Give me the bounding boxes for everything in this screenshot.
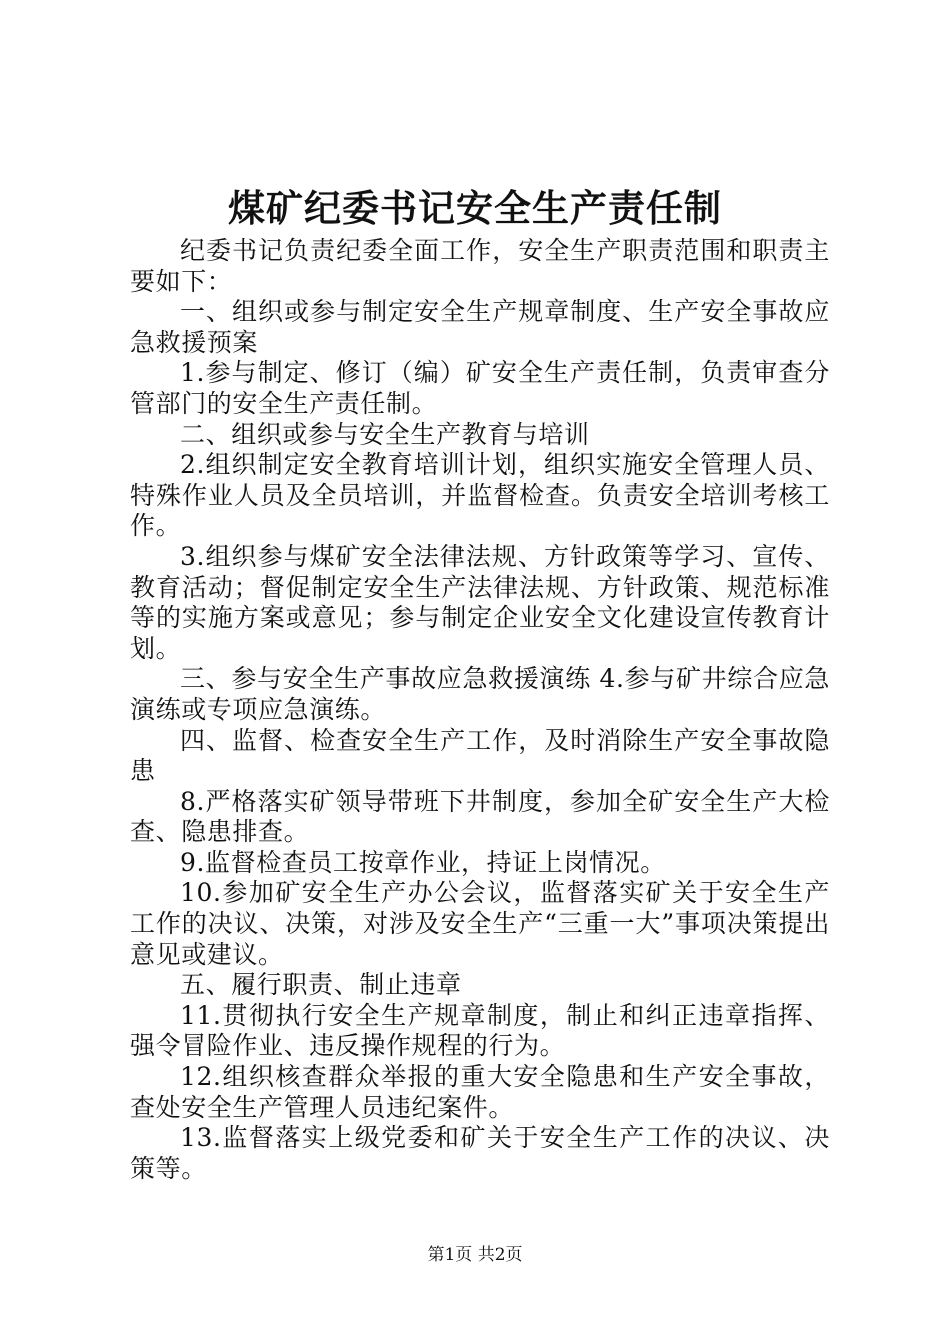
paragraph-item-3: 3.组织参与煤矿安全法律法规、方针政策等学习、宣传、教育活动；督促制定安全生产法律法规、方针政策、规范标准等的实施方案或意见；参与制定企业安全文化建设宣传教育计划。 bbox=[130, 541, 830, 663]
section-heading-5: 五、履行职责、制止违章 bbox=[180, 970, 462, 1000]
document-body bbox=[130, 236, 830, 1184]
paragraph-item-8: 8.严格落实矿领导带班下井制度，参加全矿安全生产大检查、隐患排查。 bbox=[130, 786, 830, 847]
paragraph-item-12: 12.组织核查群众举报的重大安全隐患和生产安全事故，查处安全生产管理人员违纪案件。 bbox=[130, 1062, 830, 1122]
page-footer: 第1页 共2页 bbox=[427, 1245, 523, 1265]
paragraph-item-10: 10.参加矿安全生产办公会议，监督落实矿关于安全生产工作的决议、决策，对涉及安全生产“三重一大”事项决策提出意见或建议。 bbox=[130, 878, 830, 969]
paragraph-item-9: 9.监督检查员工按章作业，持证上岗情况。 bbox=[180, 847, 666, 877]
section-heading-2: 二、组织或参与安全生产教育与培训 bbox=[180, 419, 590, 449]
paragraph-item-2: 2.组织制定安全教育培训计划，组织实施安全管理人员、特殊作业人员及全员培训，并监督检查。负责安全培训考核工作。 bbox=[130, 450, 830, 541]
document-title: 煤矿纪委书记安全生产责任制 bbox=[228, 186, 722, 230]
paragraph-item-1: 1.参与制定、修订（编）矿安全生产责任制，负责审查分管部门的安全生产责任制。 bbox=[130, 358, 830, 418]
section-heading-3: 三、参与安全生产事故应急救援演练 4.参与矿井综合应急演练或专项应急演练。 bbox=[130, 664, 830, 724]
paragraph-item-11: 11.贯彻执行安全生产规章制度，制止和纠正违章指挥、强令冒险作业、违反操作规程的行为。 bbox=[130, 1000, 830, 1061]
paragraph-intro: 纪委书记负责纪委全面工作，安全生产职责范围和职责主要如下： bbox=[130, 236, 830, 296]
section-heading-1: 一、组织或参与制定安全生产规章制度、生产安全事故应急救援预案 bbox=[130, 297, 830, 357]
paragraph-item-13: 13.监督落实上级党委和矿关于安全生产工作的决议、决策等。 bbox=[130, 1123, 830, 1183]
section-heading-4: 四、监督、检查安全生产工作，及时消除生产安全事故隐患 bbox=[130, 725, 830, 786]
